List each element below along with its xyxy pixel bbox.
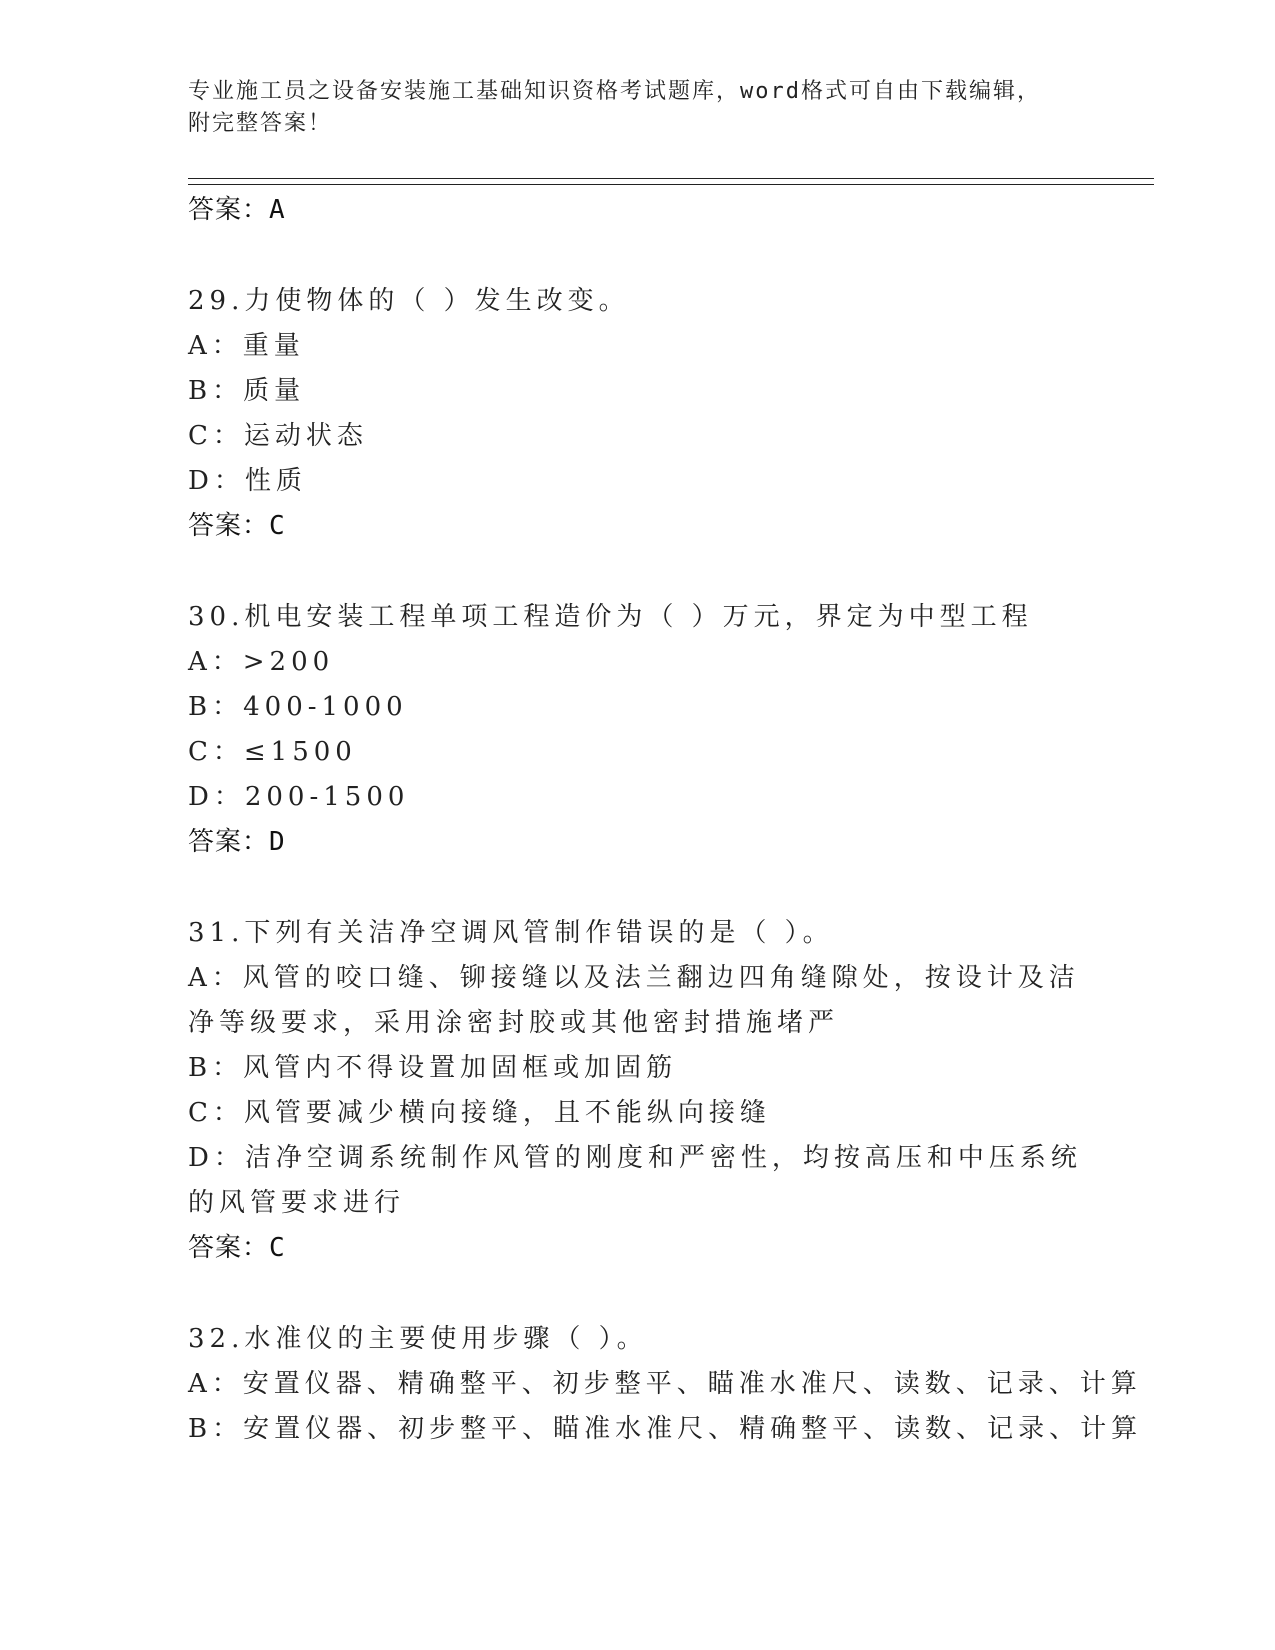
- header-line-2: 附完整答案！: [188, 111, 333, 136]
- option-c: C：≤1500: [188, 737, 357, 767]
- option-d: D：200-1500: [188, 782, 410, 812]
- answer-30: 答案：D: [188, 827, 286, 857]
- option-b: B：安置仪器、初步整平、瞄准水准尺、精确整平、读数、记录、计算: [188, 1414, 1143, 1444]
- question-30: [188, 595, 1088, 865]
- question-29: [188, 279, 1088, 549]
- spacer: [188, 233, 1088, 279]
- answer-previous: 答案：A: [188, 195, 286, 225]
- question-stem: 32.水准仪的主要使用步骤（ ）。: [188, 1324, 648, 1354]
- question-list: [188, 188, 1143, 1452]
- option-b: B：400-1000: [188, 692, 408, 722]
- question-32: [188, 1317, 1143, 1452]
- option-a: A：>200: [188, 647, 335, 677]
- spacer: [188, 549, 1088, 595]
- spacer: [188, 865, 1088, 911]
- option-b: B：质量: [188, 376, 306, 406]
- option-d: D：性质: [188, 466, 307, 496]
- document-header: [188, 76, 1088, 140]
- option-c: C：运动状态: [188, 421, 368, 451]
- question-stem: 31.下列有关洁净空调风管制作错误的是（ ）。: [188, 918, 834, 948]
- header-line-1: 专业施工员之设备安装施工基础知识资格考试题库，word格式可自由下载编辑，: [188, 79, 1041, 104]
- option-a: A：风管的咬口缝、铆接缝以及法兰翻边四角缝隙处，按设计及洁净等级要求，采用涂密封胶或其他密封措施堵严: [188, 963, 1080, 1038]
- option-a: A：重量: [188, 331, 305, 361]
- answer-31: 答案：C: [188, 1233, 286, 1263]
- option-b: B：风管内不得设置加固框或加固筋: [188, 1053, 678, 1083]
- option-d: D：洁净空调系统制作风管的刚度和严密性，均按高压和中压系统的风管要求进行: [188, 1143, 1082, 1218]
- option-a: A：安置仪器、精确整平、初步整平、瞄准水准尺、读数、记录、计算: [188, 1369, 1142, 1399]
- question-stem: 29.力使物体的（ ）发生改变。: [188, 286, 630, 316]
- header-divider: [188, 178, 1154, 185]
- answer-29: 答案：C: [188, 511, 286, 541]
- spacer: [188, 1271, 1088, 1317]
- question-stem: 30.机电安装工程单项工程造价为（ ）万元，界定为中型工程: [188, 602, 1033, 632]
- option-c: C：风管要减少横向接缝，且不能纵向接缝: [188, 1098, 771, 1128]
- question-31: [188, 911, 1088, 1271]
